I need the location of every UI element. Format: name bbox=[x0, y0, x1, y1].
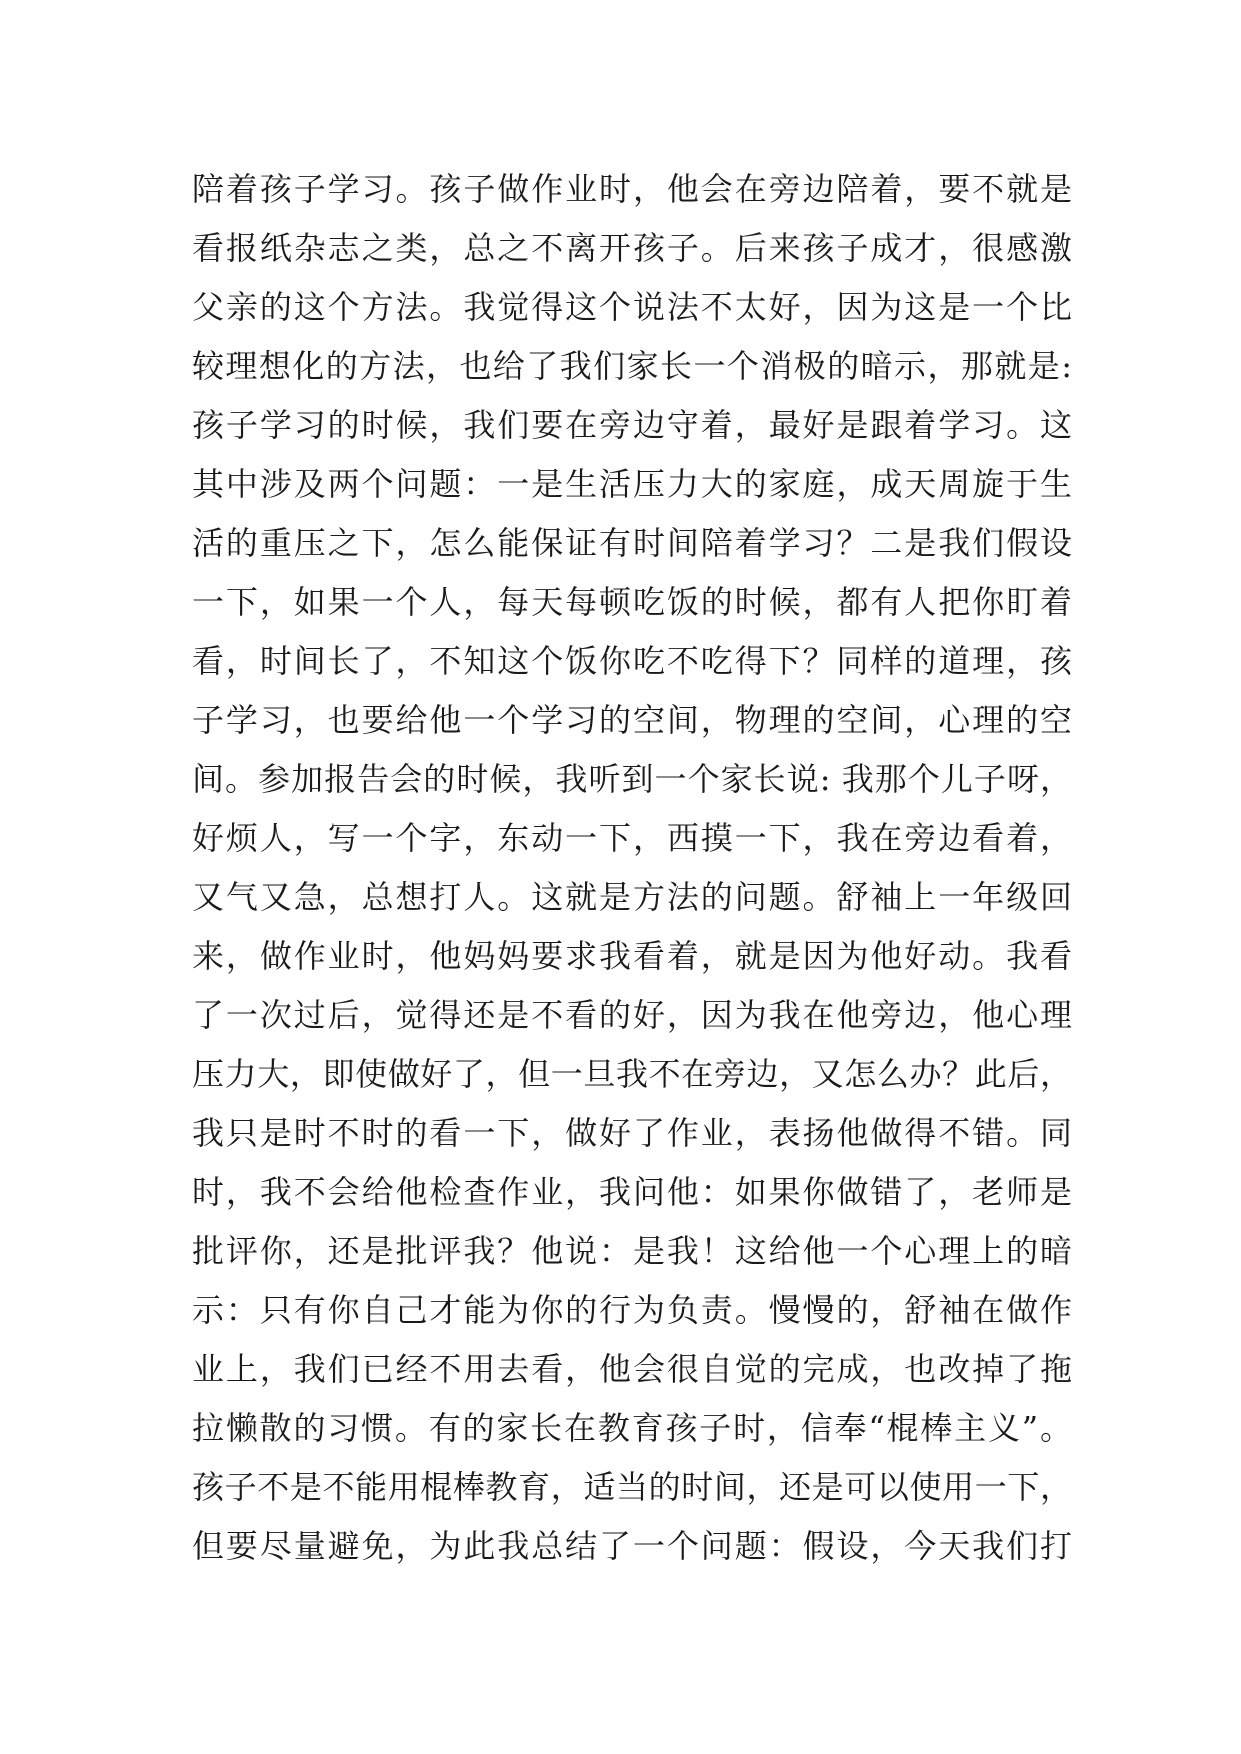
text-line: 看报纸杂志之类，总之不离开孩子。后来孩子成才，很感激 bbox=[192, 229, 1072, 267]
text-line: 孩子不是不能用棍棒教育，适当的时间，还是可以使用一下， bbox=[192, 1468, 1072, 1506]
text-line: 其中涉及两个问题：一是生活压力大的家庭，成天周旋于生 bbox=[192, 465, 1072, 503]
text-line: 批评你，还是批评我？他说：是我！这给他一个心理上的暗 bbox=[192, 1232, 1072, 1270]
text-line: 压力大，即使做好了，但一旦我不在旁边，又怎么办？此后， bbox=[192, 1055, 1072, 1093]
text-line: 间。参加报告会的时候，我听到一个家长说: 我那个儿子呀， bbox=[192, 760, 1072, 798]
text-line: 一下，如果一个人，每天每顿吃饭的时候，都有人把你盯着 bbox=[192, 583, 1072, 621]
text-line: 孩子学习的时候，我们要在旁边守着，最好是跟着学习。这 bbox=[192, 406, 1072, 444]
text-line: 来，做作业时，他妈妈要求我看着，就是因为他好动。我看 bbox=[192, 937, 1072, 975]
text-line: 活的重压之下，怎么能保证有时间陪着学习？二是我们假设 bbox=[192, 524, 1072, 562]
text-line: 看，时间长了，不知这个饭你吃不吃得下？同样的道理，孩 bbox=[192, 642, 1072, 680]
text-line: 好烦人，写一个字，东动一下，西摸一下，我在旁边看着， bbox=[192, 819, 1072, 857]
text-line: 了一次过后，觉得还是不看的好，因为我在他旁边，他心理 bbox=[192, 996, 1072, 1034]
text-line: 陪着孩子学习。孩子做作业时，他会在旁边陪着，要不就是 bbox=[192, 170, 1072, 208]
text-line: 我只是时不时的看一下，做好了作业，表扬他做得不错。同 bbox=[192, 1114, 1072, 1152]
text-line: 示：只有你自己才能为你的行为负责。慢慢的，舒袖在做作 bbox=[192, 1291, 1072, 1329]
text-line: 业上，我们已经不用去看，他会很自觉的完成，也改掉了拖 bbox=[192, 1350, 1072, 1388]
text-line: 但要尽量避免，为此我总结了一个问题：假设，今天我们打 bbox=[192, 1527, 1072, 1565]
text-line: 又气又急，总想打人。这就是方法的问题。舒袖上一年级回 bbox=[192, 878, 1072, 916]
text-line: 较理想化的方法，也给了我们家长一个消极的暗示，那就是: bbox=[192, 347, 1072, 385]
text-line: 时，我不会给他检查作业，我问他：如果你做错了，老师是 bbox=[192, 1173, 1072, 1211]
text-line: 父亲的这个方法。我觉得这个说法不太好，因为这是一个比 bbox=[192, 288, 1072, 326]
text-line: 拉懒散的习惯。有的家长在教育孩子时，信奉“棍棒主义”。 bbox=[192, 1409, 1072, 1447]
body-text bbox=[192, 160, 1072, 1576]
text-line: 子学习，也要给他一个学习的空间，物理的空间，心理的空 bbox=[192, 701, 1072, 739]
